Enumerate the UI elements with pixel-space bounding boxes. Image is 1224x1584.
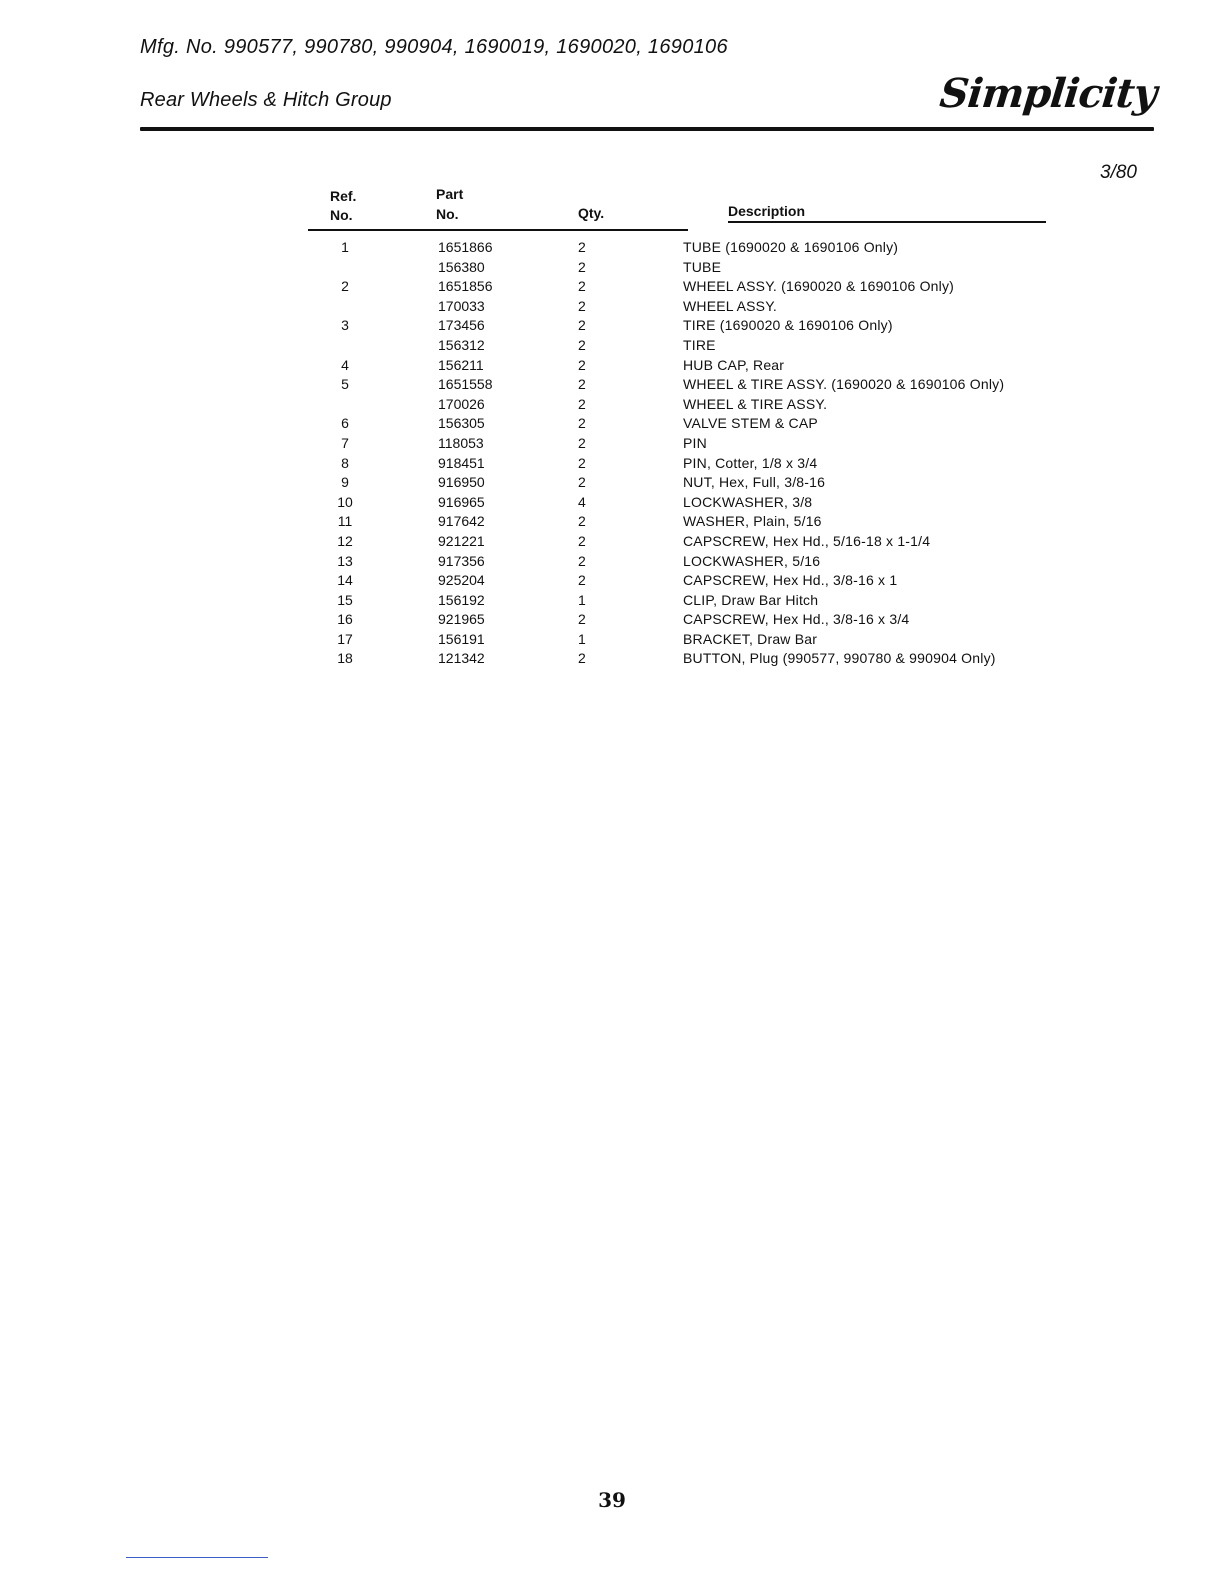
ref-number: 8 xyxy=(341,454,349,471)
section-title: Rear Wheels & Hitch Group xyxy=(140,89,392,111)
table-row xyxy=(308,415,1046,435)
header-divider xyxy=(140,127,1154,131)
part-number: 156191 xyxy=(438,630,485,647)
description: CAPSCREW, Hex Hd., 3/8-16 x 3/4 xyxy=(683,611,910,628)
part-number: 918451 xyxy=(438,454,485,471)
part-number: 921221 xyxy=(438,532,485,549)
quantity: 2 xyxy=(578,258,586,275)
quantity: 2 xyxy=(578,454,586,471)
quantity: 2 xyxy=(578,356,586,373)
description: BRACKET, Draw Bar xyxy=(683,630,818,647)
description: TIRE xyxy=(683,336,716,353)
description: PIN, Cotter, 1/8 x 3/4 xyxy=(683,454,818,471)
description: WHEEL & TIRE ASSY. (1690020 & 1690106 Only) xyxy=(683,376,1005,393)
header-underline xyxy=(308,229,688,231)
table-row xyxy=(308,337,1046,357)
part-number: 121342 xyxy=(438,650,485,667)
table-row xyxy=(308,494,1046,514)
table-row xyxy=(308,513,1046,533)
parts-table xyxy=(308,186,1046,667)
part-number: 170033 xyxy=(438,297,485,314)
ref-number: 14 xyxy=(337,572,353,589)
quantity: 2 xyxy=(578,336,586,353)
ref-number: 6 xyxy=(341,415,349,432)
description: CLIP, Draw Bar Hitch xyxy=(683,591,819,608)
manufacturer-numbers: Mfg. No. 990577, 990780, 990904, 1690019, 1690020, 1690106 xyxy=(140,36,728,58)
ref-header-line2: No. xyxy=(330,207,353,223)
ref-header-line1: Ref. xyxy=(330,188,357,204)
part-number: 1651866 xyxy=(438,239,493,255)
ref-number: 18 xyxy=(337,650,353,667)
description: LOCKWASHER, 3/8 xyxy=(683,493,813,510)
quantity: 2 xyxy=(578,474,586,491)
quantity: 2 xyxy=(578,611,586,628)
table-row xyxy=(308,317,1046,337)
description: PIN xyxy=(683,434,707,451)
quantity: 4 xyxy=(578,493,586,510)
table-body xyxy=(308,239,1046,670)
qty-header: Qty. xyxy=(578,205,605,221)
table-row xyxy=(308,455,1046,475)
table-row xyxy=(308,650,1046,670)
part-number: 917356 xyxy=(438,552,485,569)
table-row xyxy=(308,357,1046,377)
ref-number: 16 xyxy=(337,611,353,628)
ref-number: 13 xyxy=(337,552,353,569)
part-number: 156192 xyxy=(438,591,485,608)
ref-number: 4 xyxy=(341,356,349,373)
ref-number: 11 xyxy=(337,513,353,530)
ref-number: 7 xyxy=(341,434,349,451)
table-row xyxy=(308,611,1046,631)
quantity: 1 xyxy=(578,591,586,608)
footer-line xyxy=(126,1557,268,1558)
ref-number: 5 xyxy=(341,376,349,393)
description: NUT, Hex, Full, 3/8-16 xyxy=(683,474,826,491)
part-number: 916965 xyxy=(438,493,485,510)
description-header: Description xyxy=(728,203,806,219)
quantity: 2 xyxy=(578,434,586,451)
page-number: 39 xyxy=(598,1488,626,1512)
quantity: 2 xyxy=(578,552,586,569)
quantity: 2 xyxy=(578,650,586,667)
table-header xyxy=(308,186,1046,226)
part-number: 1651558 xyxy=(438,376,493,393)
table-row xyxy=(308,553,1046,573)
description: CAPSCREW, Hex Hd., 3/8-16 x 1 xyxy=(683,572,898,589)
quantity: 2 xyxy=(578,278,586,295)
quantity: 1 xyxy=(578,630,586,647)
table-row xyxy=(308,592,1046,612)
table-row xyxy=(308,298,1046,318)
ref-number: 15 xyxy=(337,591,353,608)
date-code: 3/80 xyxy=(1100,162,1137,183)
part-number: 917642 xyxy=(438,513,485,530)
description: CAPSCREW, Hex Hd., 5/16-18 x 1-1/4 xyxy=(683,532,931,549)
part-number: 173456 xyxy=(438,317,485,334)
quantity: 2 xyxy=(578,572,586,589)
quantity: 2 xyxy=(578,297,586,314)
part-number: 156305 xyxy=(438,415,485,432)
table-row xyxy=(308,259,1046,279)
table-row xyxy=(308,572,1046,592)
ref-number: 10 xyxy=(337,493,353,510)
description: WHEEL ASSY. xyxy=(683,297,778,314)
part-number: 1651856 xyxy=(438,278,493,295)
ref-number: 3 xyxy=(341,317,349,334)
description: HUB CAP, Rear xyxy=(683,356,785,373)
ref-number: 1 xyxy=(341,239,349,255)
quantity: 2 xyxy=(578,395,586,412)
quantity: 2 xyxy=(578,239,586,255)
quantity: 2 xyxy=(578,376,586,393)
description: TIRE (1690020 & 1690106 Only) xyxy=(683,317,893,334)
table-row xyxy=(308,533,1046,553)
table-row xyxy=(308,396,1046,416)
part-number: 170026 xyxy=(438,395,485,412)
brand-logo: Simplicity xyxy=(937,70,1159,117)
quantity: 2 xyxy=(578,415,586,432)
quantity: 2 xyxy=(578,513,586,530)
table-row xyxy=(308,435,1046,455)
description: WASHER, Plain, 5/16 xyxy=(683,513,822,530)
description: VALVE STEM & CAP xyxy=(683,415,818,432)
part-header-line2: No. xyxy=(436,206,459,222)
description: TUBE (1690020 & 1690106 Only) xyxy=(683,239,899,255)
table-row xyxy=(308,278,1046,298)
part-header-line1: Part xyxy=(436,186,464,202)
ref-number: 17 xyxy=(337,630,353,647)
table-row xyxy=(308,474,1046,494)
part-number: 925204 xyxy=(438,572,485,589)
table-row xyxy=(308,239,1046,259)
description: WHEEL & TIRE ASSY. xyxy=(683,395,828,412)
description: BUTTON, Plug (990577, 990780 & 990904 Only) xyxy=(683,650,996,667)
description: LOCKWASHER, 5/16 xyxy=(683,552,821,569)
part-number: 916950 xyxy=(438,474,485,491)
quantity: 2 xyxy=(578,317,586,334)
part-number: 118053 xyxy=(438,434,484,451)
part-number: 156312 xyxy=(438,336,485,353)
part-number: 156380 xyxy=(438,258,485,275)
quantity: 2 xyxy=(578,532,586,549)
part-number: 921965 xyxy=(438,611,485,628)
ref-number: 9 xyxy=(341,474,349,491)
table-row xyxy=(308,631,1046,651)
description: WHEEL ASSY. (1690020 & 1690106 Only) xyxy=(683,278,955,295)
description-underline xyxy=(728,221,1046,223)
ref-number: 12 xyxy=(337,532,353,549)
ref-number: 2 xyxy=(341,278,349,295)
table-row xyxy=(308,376,1046,396)
description: TUBE xyxy=(683,258,722,275)
part-number: 156211 xyxy=(438,356,484,373)
